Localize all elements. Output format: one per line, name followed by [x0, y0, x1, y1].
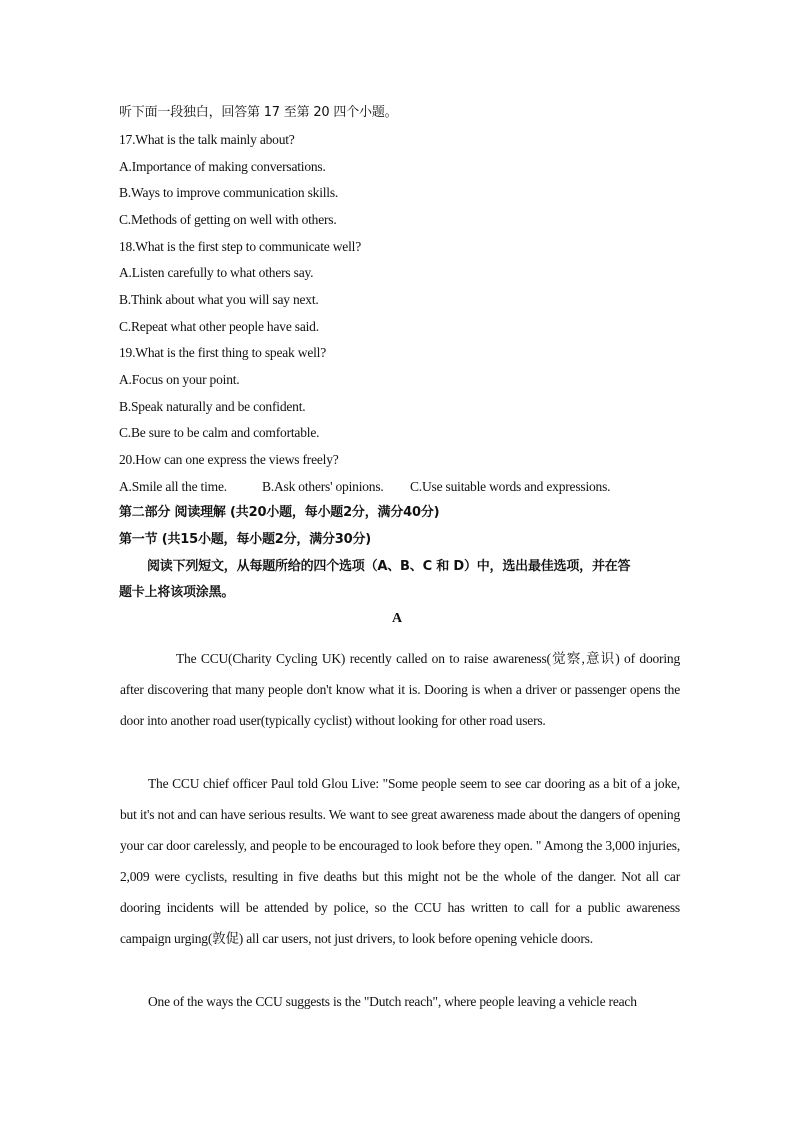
question-19-option-b: B.Speak naturally and be confident.	[119, 399, 306, 414]
passage-paragraph-3: One of the ways the CCU suggests is the "Dutch reach", where people leaving a vehicle reach	[148, 994, 637, 1009]
question-18-stem: 18.What is the first step to communicate well?	[119, 239, 361, 254]
question-19-stem: 19.What is the first thing to speak well?	[119, 345, 327, 360]
listening-intro: 听下面一段独白，回答第 17 至第 20 四个小题。	[119, 105, 398, 120]
reading-instruction-line2: 题卡上将该项涂黑。	[119, 585, 235, 600]
passage-letter: A	[391, 611, 403, 626]
passage-paragraph-1: The CCU(Charity Cycling UK) recently called on to raise awareness(觉察,意识) of dooring after discovering that many people don't know what it is. Dooring is when a driver or passenger opens the door into another road user(typically cyclist) without looking for other road users.	[120, 651, 680, 728]
question-19-option-a: A.Focus on your point.	[119, 372, 240, 387]
question-17-option-c: C.Methods of getting on well with others.	[119, 212, 337, 227]
reading-part-title: 第二部分 阅读理解 (共20小题，每小题2分，满分40分)	[119, 505, 440, 520]
question-18-option-b: B.Think about what you will say next.	[119, 292, 319, 307]
question-18-option-c: C.Repeat what other people have said.	[119, 319, 319, 334]
question-20-stem: 20.How can one express the views freely?	[119, 452, 339, 467]
reading-section-title: 第一节 (共15小题，每小题2分，满分30分)	[119, 532, 372, 547]
question-18-option-a: A.Listen carefully to what others say.	[119, 265, 314, 280]
question-20-option-b: B.Ask others' opinions.	[262, 479, 384, 494]
question-20-option-a: A.Smile all the time.	[119, 479, 227, 494]
question-20-options	[119, 478, 610, 496]
question-17-stem: 17.What is the talk mainly about?	[119, 132, 295, 147]
question-17-option-a: A.Importance of making conversations.	[119, 159, 326, 174]
passage-paragraph-2: The CCU chief officer Paul told Glou Live: "Some people seem to see car dooring as a bit of a joke, but it's not and can have serious results. We want to see great awareness made about the dangers of opening your car door carelessly, and people to be encouraged to look before they open. " Among the 3,000 injuries, 2,009 were cyclists, resulting in five deaths but this might not be the whole of the danger. Not all car dooring incidents will be attended by police, so the CCU has written to call for a public awareness campaign urging(敦促) all car users, not just drivers, to look before opening vehicle doors.	[120, 776, 680, 946]
question-19-option-c: C.Be sure to be calm and comfortable.	[119, 425, 320, 440]
question-20-option-c: C.Use suitable words and expressions.	[410, 479, 611, 494]
question-17-option-b: B.Ways to improve communication skills.	[119, 185, 339, 200]
reading-instruction-line1: 阅读下列短文，从每题所给的四个选项（A、B、C 和 D）中，选出最佳选项，并在答	[147, 559, 631, 574]
